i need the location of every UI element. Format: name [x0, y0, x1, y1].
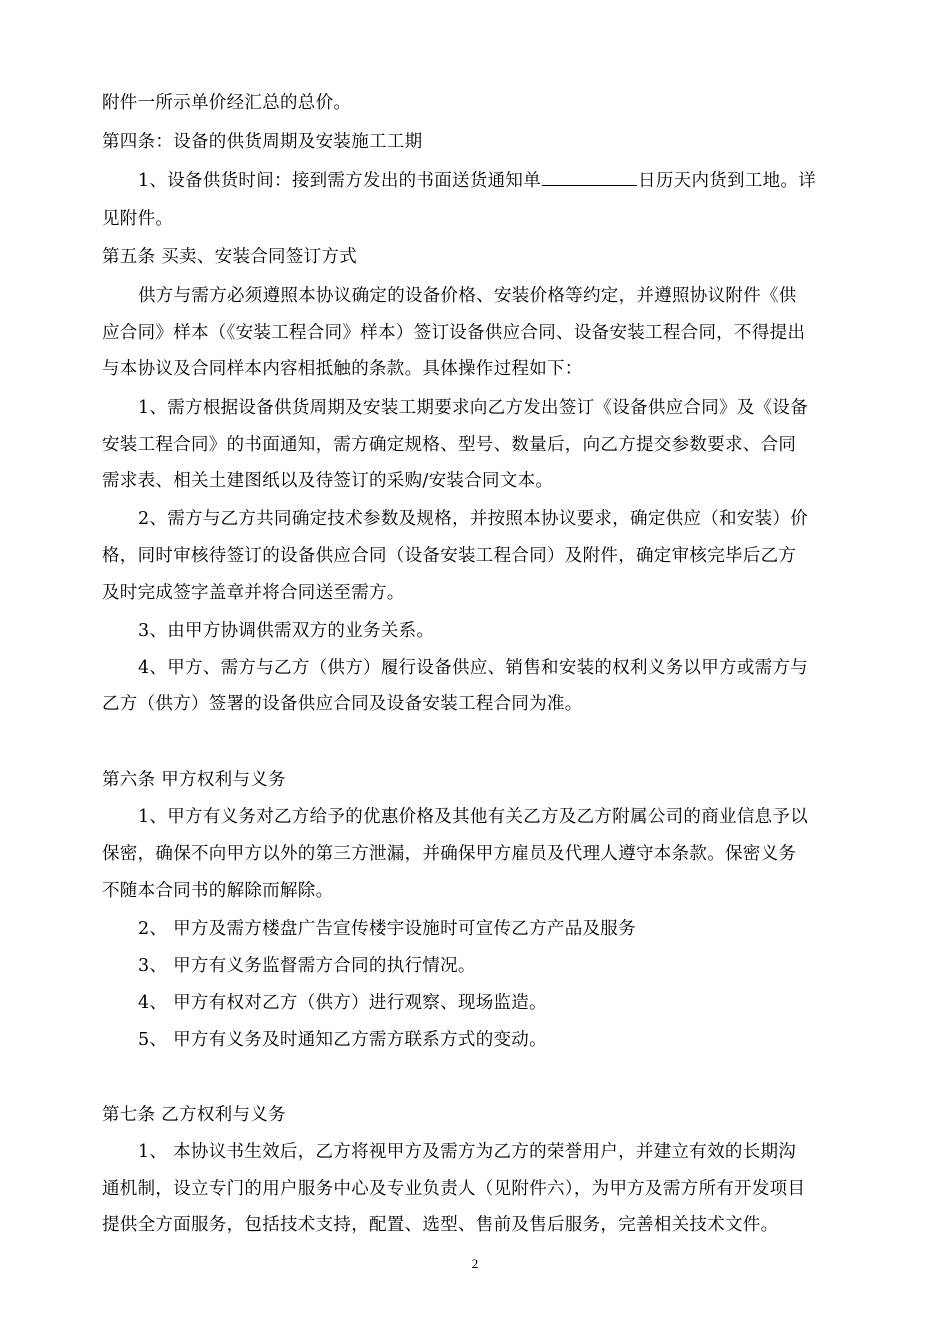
article-5-heading: 第五条 买卖、安装合同签订方式 — [102, 247, 358, 267]
text-line: 安装工程合同》的书面通知，需方确定规格、型号、数量后，向乙方提交参数要求、合同 — [102, 435, 797, 455]
text-line: 不随本合同书的解除而解除。 — [102, 881, 334, 901]
text-line: 格，同时审核待签订的设备供应合同（设备安装工程合同）及附件，确定审核完毕后乙方 — [102, 546, 797, 566]
text-line-with-blank — [138, 170, 816, 192]
text-segment: 1、设备供货时间：接到需方发出的书面送货通知单 — [138, 171, 542, 191]
text-line: 与本协议及合同样本内容相抵触的条款。具体操作过程如下： — [102, 359, 583, 379]
text-line: 1、 本协议书生效后，乙方将视甲方及需方为乙方的荣誉用户，并建立有效的长期沟 — [138, 1142, 797, 1162]
article-4-heading: 第四条：设备的供货周期及安装施工工期 — [102, 132, 423, 152]
page-number: 2 — [471, 1256, 479, 1271]
list-item: 4、 甲方有权对乙方（供方）进行观察、现场监造。 — [138, 993, 547, 1013]
text-line: 及时完成签字盖章并将合同送至需方。 — [102, 583, 405, 603]
text-line: 3、由甲方协调供需双方的业务关系。 — [138, 621, 435, 641]
text-line: 提供全方面服务，包括技术支持，配置、选型、售前及售后服务，完善相关技术文件。 — [102, 1215, 779, 1235]
list-item: 5、 甲方有义务及时通知乙方需方联系方式的变动。 — [138, 1030, 547, 1050]
text-line: 见附件。 — [102, 209, 174, 229]
text-line: 乙方（供方）签署的设备供应合同及设备安装工程合同为准。 — [102, 694, 583, 714]
text-line: 2、需方与乙方共同确定技术参数及规格，并按照本协议要求，确定供应（和安装）价 — [138, 509, 809, 529]
text-segment: 日历天内货到工地。详 — [638, 171, 817, 191]
text-line: 保密，确保不向甲方以外的第三方泄漏，并确保甲方雇员及代理人遵守本条款。保密义务 — [102, 844, 797, 864]
text-line: 供方与需方必须遵照本协议确定的设备价格、安装价格等约定，并遵照协议附件《供 — [138, 286, 797, 306]
article-7-heading: 第七条 乙方权利与义务 — [102, 1105, 286, 1125]
list-item: 3、 甲方有义务监督需方合同的执行情况。 — [138, 956, 476, 976]
text-line: 1、甲方有义务对乙方给予的优惠价格及其他有关乙方及乙方附属公司的商业信息予以 — [138, 807, 809, 827]
fill-in-blank — [542, 171, 637, 186]
article-6-heading: 第六条 甲方权利与义务 — [102, 770, 286, 790]
text-line: 4、甲方、需方与乙方（供方）履行设备供应、销售和安装的权利义务以甲方或需方与 — [138, 658, 809, 678]
text-line: 通机制，设立专门的用户服务中心及专业负责人（见附件六），为甲方及需方所有开发项目 — [102, 1179, 806, 1199]
text-line: 应合同》样本（《安装工程合同》样本）签订设备供应合同、设备安装工程合同，不得提出 — [102, 323, 806, 343]
text-line: 需求表、相关土建图纸以及待签订的采购/安装合同文本。 — [102, 471, 554, 491]
text-line: 附件一所示单价经汇总的总价。 — [102, 93, 352, 113]
list-item: 2、 甲方及需方楼盘广告宣传楼宇设施时可宣传乙方产品及服务 — [138, 919, 636, 939]
text-line: 1、需方根据设备供货周期及安装工期要求向乙方发出签订《设备供应合同》及《设备 — [138, 398, 809, 418]
